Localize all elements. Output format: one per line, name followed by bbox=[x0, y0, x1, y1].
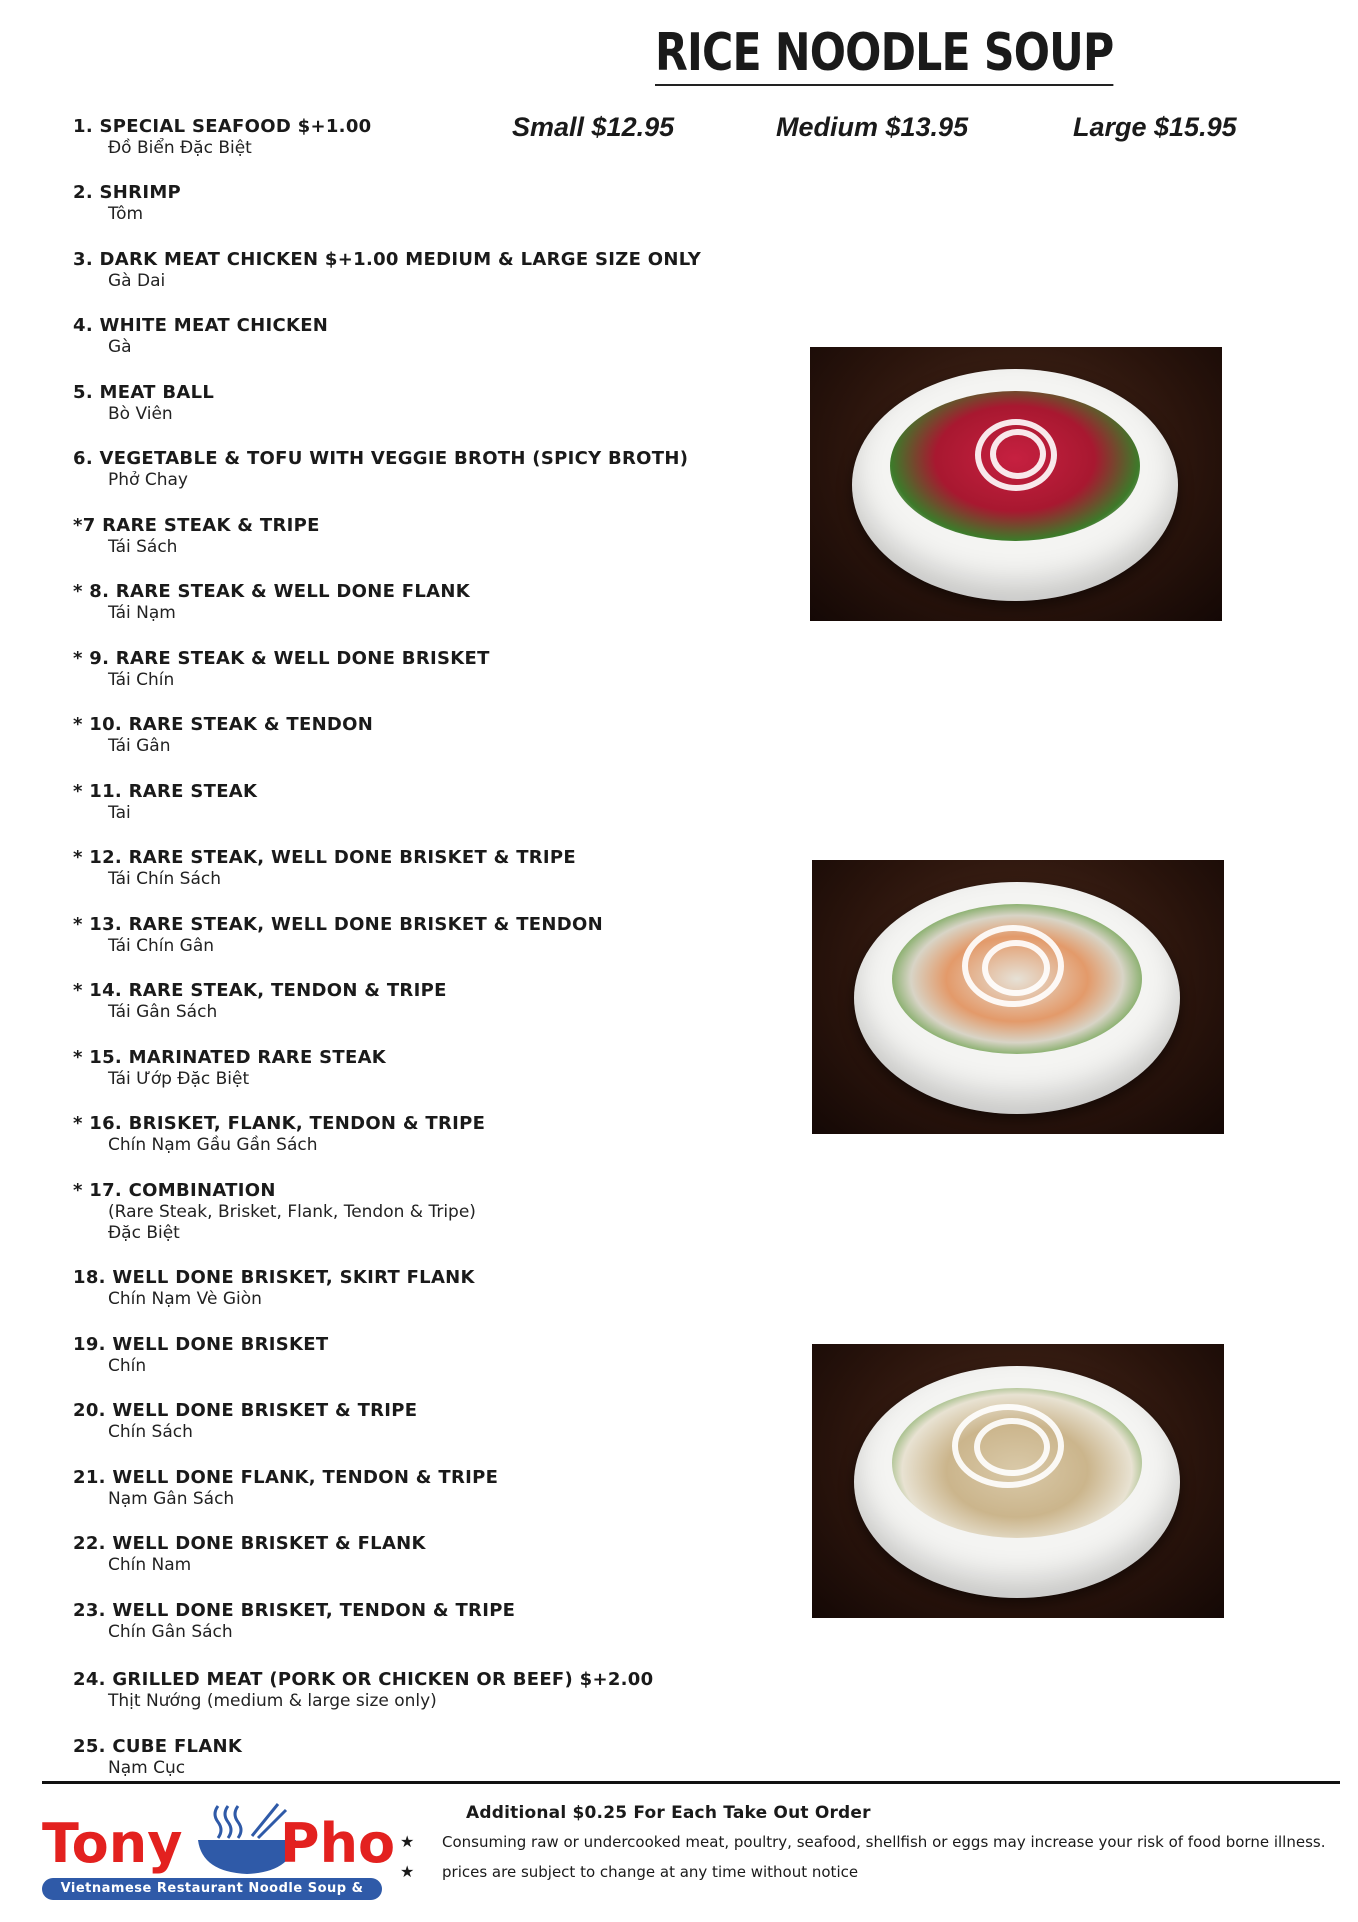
item-vietnamese: Nạm Gân Sách bbox=[108, 1489, 235, 1509]
footer-note bbox=[400, 1832, 1325, 1851]
item-name: 1. SPECIAL SEAFOOD $+1.00 bbox=[73, 116, 372, 137]
item-name: * 13. RARE STEAK, WELL DONE BRISKET & TENDON bbox=[73, 914, 603, 935]
item-vietnamese: Đồ Biển Đặc Biệt bbox=[108, 138, 252, 158]
item-vietnamese: Tái Chín Sách bbox=[108, 869, 221, 889]
menu-item bbox=[73, 1467, 498, 1510]
menu-item bbox=[73, 980, 447, 1023]
item-vietnamese: Chín Nạm Vè Giòn bbox=[108, 1289, 262, 1309]
item-name: * 10. RARE STEAK & TENDON bbox=[73, 714, 374, 735]
menu-item bbox=[73, 847, 576, 890]
item-vietnamese: Chín Gân Sách bbox=[108, 1622, 233, 1642]
item-name: * 9. RARE STEAK & WELL DONE BRISKET bbox=[73, 648, 490, 669]
menu-item bbox=[73, 182, 181, 225]
photo-rare-steak-bowl bbox=[810, 347, 1222, 621]
item-name: 2. SHRIMP bbox=[73, 182, 182, 203]
menu-item bbox=[73, 714, 373, 757]
item-vietnamese: Chín Sách bbox=[108, 1422, 193, 1442]
logo-tagline: Vietnamese Restaurant Noodle Soup & Grill bbox=[42, 1878, 382, 1900]
menu-item bbox=[73, 1600, 515, 1643]
item-name: * 8. RARE STEAK & WELL DONE FLANK bbox=[73, 581, 471, 602]
menu-item bbox=[73, 648, 490, 691]
menu-title: RICE NOODLE SOUP bbox=[655, 22, 1113, 86]
item-vietnamese: Tái Ướp Đặc Biệt bbox=[108, 1069, 250, 1089]
item-name: 23. WELL DONE BRISKET, TENDON & TRIPE bbox=[73, 1600, 516, 1621]
menu-item bbox=[73, 914, 603, 957]
item-vietnamese: Nạm Cục bbox=[108, 1758, 186, 1778]
item-name: * 12. RARE STEAK, WELL DONE BRISKET & TRIPE bbox=[73, 847, 577, 868]
star-icon: ★ bbox=[400, 1862, 415, 1881]
star-icon: ★ bbox=[400, 1832, 415, 1851]
item-vietnamese: Tái Gân Sách bbox=[108, 1002, 218, 1022]
menu-item bbox=[73, 1267, 475, 1310]
item-name: 6. VEGETABLE & TOFU WITH VEGGIE BROTH (SPICY BROTH) bbox=[73, 448, 689, 469]
menu-item bbox=[73, 1180, 476, 1244]
raw-food-warning: Consuming raw or undercooked meat, poultry, seafood, shellfish or eggs may increase your risk of food borne illness. bbox=[442, 1833, 1326, 1851]
menu-item bbox=[73, 1669, 653, 1712]
item-name: 5. MEAT BALL bbox=[73, 382, 215, 403]
item-vietnamese: Tái Nạm bbox=[108, 603, 176, 623]
price-large: Large $15.95 bbox=[1073, 112, 1237, 142]
menu-item bbox=[73, 448, 688, 491]
menu-item bbox=[73, 781, 257, 824]
item-vietnamese: Tái Gân bbox=[108, 736, 171, 756]
menu-item bbox=[73, 249, 701, 292]
menu-item bbox=[73, 116, 371, 159]
item-name: 4. WHITE MEAT CHICKEN bbox=[73, 315, 329, 336]
takeout-note: Additional $0.25 For Each Take Out Order bbox=[466, 1803, 871, 1823]
item-vietnamese: Chín Nạm Gầu Gần Sách bbox=[108, 1135, 318, 1155]
item-vietnamese: Phở Chay bbox=[108, 470, 188, 490]
item-vietnamese: Đặc Biệt bbox=[108, 1223, 180, 1243]
item-name: 19. WELL DONE BRISKET bbox=[73, 1334, 329, 1355]
item-description: (Rare Steak, Brisket, Flank, Tendon & Tripe) bbox=[108, 1202, 476, 1222]
item-vietnamese: Tái Sách bbox=[108, 537, 178, 557]
item-vietnamese: Bò Viên bbox=[108, 404, 173, 424]
item-name: 22. WELL DONE BRISKET & FLANK bbox=[73, 1533, 426, 1554]
item-vietnamese: Tai bbox=[108, 803, 131, 823]
item-name: 25. CUBE FLANK bbox=[73, 1736, 243, 1757]
item-vietnamese: Gà Dai bbox=[108, 271, 166, 291]
photo-chicken-bowl bbox=[812, 1344, 1224, 1618]
footer-note bbox=[400, 1862, 858, 1881]
menu-item bbox=[73, 515, 320, 558]
menu-item bbox=[73, 1334, 328, 1377]
item-vietnamese: Chín bbox=[108, 1356, 147, 1376]
item-name: 20. WELL DONE BRISKET & TRIPE bbox=[73, 1400, 418, 1421]
item-vietnamese: Tái Chín bbox=[108, 670, 175, 690]
item-name: 18. WELL DONE BRISKET, SKIRT FLANK bbox=[73, 1267, 475, 1288]
logo-word-left: Tony bbox=[42, 1812, 183, 1875]
item-name: * 17. COMBINATION bbox=[73, 1180, 276, 1201]
restaurant-logo bbox=[42, 1798, 396, 1918]
item-vietnamese: Gà bbox=[108, 337, 132, 357]
item-name: * 16. BRISKET, FLANK, TENDON & TRIPE bbox=[73, 1113, 486, 1134]
menu-item bbox=[73, 1113, 485, 1156]
footer-divider bbox=[42, 1781, 1340, 1784]
menu-item bbox=[73, 382, 214, 425]
menu-item bbox=[73, 1047, 386, 1090]
item-name: * 14. RARE STEAK, TENDON & TRIPE bbox=[73, 980, 447, 1001]
logo-word-right: Pho bbox=[280, 1812, 396, 1875]
menu-item bbox=[73, 1736, 242, 1779]
price-change-notice: prices are subject to change at any time without notice bbox=[442, 1863, 859, 1881]
item-vietnamese: Thịt Nướng (medium & large size only) bbox=[108, 1691, 437, 1711]
item-name: * 15. MARINATED RARE STEAK bbox=[73, 1047, 387, 1068]
menu-item bbox=[73, 1400, 417, 1443]
item-vietnamese: Chín Nam bbox=[108, 1555, 192, 1575]
item-name: *7 RARE STEAK & TRIPE bbox=[73, 515, 320, 536]
item-vietnamese: Tái Chín Gân bbox=[108, 936, 215, 956]
menu-item bbox=[73, 581, 470, 624]
price-medium: Medium $13.95 bbox=[776, 112, 969, 142]
menu-item bbox=[73, 315, 328, 358]
item-name: * 11. RARE STEAK bbox=[73, 781, 258, 802]
item-name: 3. DARK MEAT CHICKEN $+1.00 MEDIUM & LARGE SIZE ONLY bbox=[73, 249, 702, 270]
item-vietnamese: Tôm bbox=[108, 204, 144, 224]
item-name: 21. WELL DONE FLANK, TENDON & TRIPE bbox=[73, 1467, 499, 1488]
photo-shrimp-bowl bbox=[812, 860, 1224, 1134]
item-name: 24. GRILLED MEAT (PORK OR CHICKEN OR BEEF) $+2.00 bbox=[73, 1669, 654, 1690]
price-small: Small $12.95 bbox=[512, 112, 675, 142]
menu-item bbox=[73, 1533, 426, 1576]
